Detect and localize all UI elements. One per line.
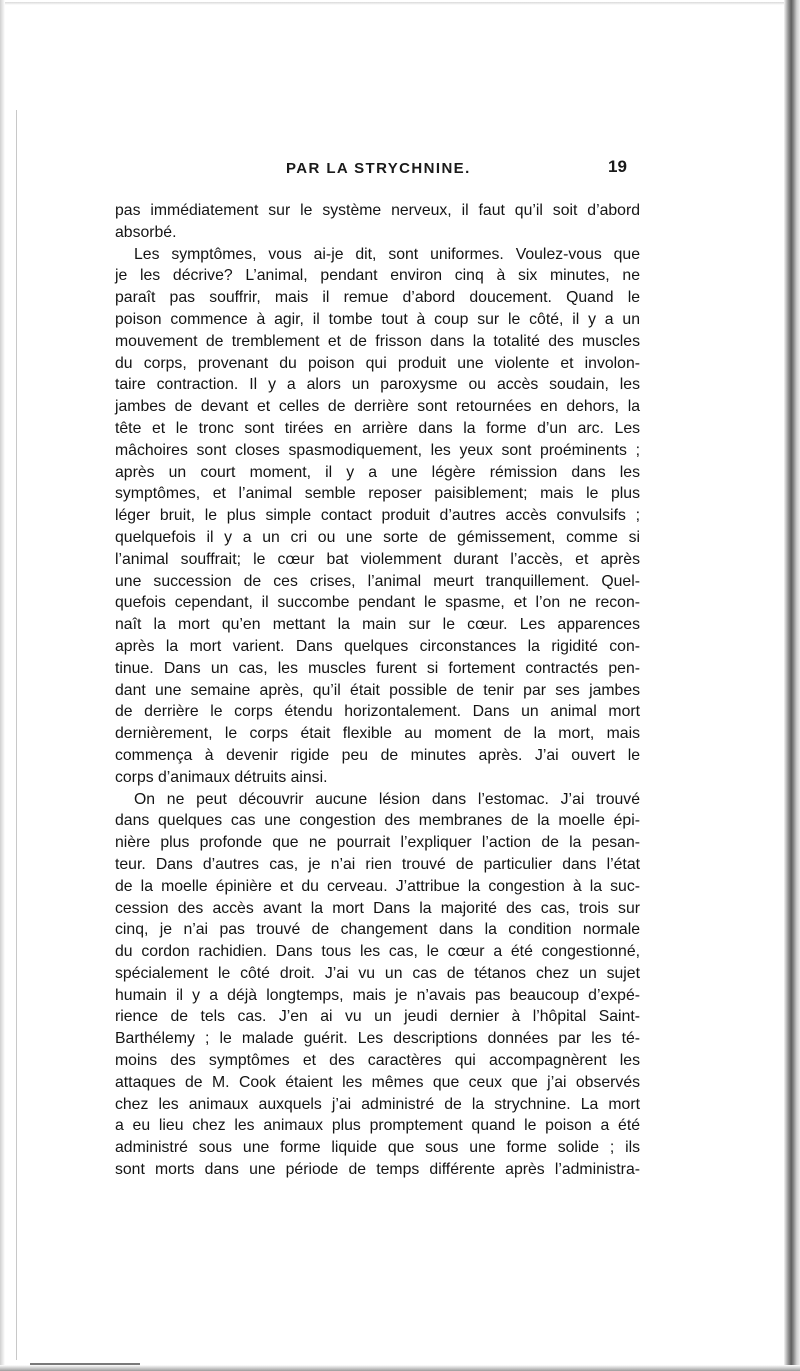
text-line: jambes de devant et celles de derrière sont retournées en dehors, la: [115, 398, 640, 416]
text-line: Barthélemy ; le malade guérit. Les descriptions données par les té-: [115, 1030, 640, 1048]
left-edge-shadow: [0, 0, 5, 1371]
text-line: tinue. Dans un cas, les muscles furent si fortement contractés pen-: [115, 659, 640, 677]
text-line: mouvement de tremblement et de frisson dans la totalité des muscles: [115, 332, 640, 350]
text-line: naît la mort qu’en mettant la main sur le cœur. Les apparences: [115, 616, 640, 634]
text-line: chez les animaux auxquels j’ai administré de la strychnine. La mort: [115, 1095, 640, 1113]
text-line: cinq, je n’ai pas trouvé de changement dans la condition normale: [115, 921, 640, 939]
page-binding-edge: [784, 0, 800, 1371]
text-line: attaques de M. Cook étaient les mêmes que ceux que j’ai observés: [115, 1073, 640, 1091]
text-line: quefois cependant, il succombe pendant le spasme, et l’on ne recon-: [115, 594, 640, 612]
text-line: mâchoires sont closes spasmodiquement, les yeux sont proéminents ;: [115, 441, 640, 459]
text-line: teur. Dans d’autres cas, je n’ai rien trouvé de particulier dans l’état: [115, 855, 640, 873]
text-line: du corps, provenant du poison qui produit une violente et involon-: [115, 354, 640, 372]
text-line: léger bruit, le plus simple contact produit d’autres accès convulsifs ;: [115, 507, 640, 525]
text-line: spécialement le côté droit. J’ai vu un cas de tétanos chez un sujet: [115, 964, 640, 982]
text-line: quelquefois il y a un cri ou une sorte de gémissement, comme si: [115, 528, 640, 546]
text-line: commença à devenir rigide peu de minutes après. J’ai ouvert le: [115, 746, 640, 764]
text-line: symptômes, et l’animal semble reposer paisiblement; mais le plus: [115, 485, 640, 503]
text-line: poison commence à agir, il tombe tout à coup sur le côté, il y a un: [115, 310, 640, 328]
text-line: une succession de ces crises, l’animal meurt tranquillement. Quel-: [115, 572, 640, 590]
text-line: après la mort varient. Dans quelques circonstances la rigidité con-: [115, 637, 640, 655]
text-line: de derrière le corps étendu horizontalement. Dans un animal mort: [115, 703, 640, 721]
text-line: moins des symptômes et des caractères qui accompagnèrent les: [115, 1052, 640, 1070]
text-line: humain il y a déjà longtemps, mais je n’avais pas beaucoup d’expé-: [115, 986, 640, 1004]
text-line: On ne peut découvrir aucune lésion dans l’estomac. J’ai trouvé: [134, 790, 640, 808]
text-line: dans quelques cas une congestion des membranes de la moelle épi-: [115, 812, 640, 830]
top-edge-shadow: [0, 2, 800, 5]
text-line: paraît pas souffrir, mais il remue d’abord doucement. Quand le: [115, 289, 640, 307]
text-line: rience de tels cas. J’en ai vu un jeudi dernier à l’hôpital Saint-: [115, 1008, 640, 1026]
text-line: Les symptômes, vous ai-je dit, sont uniformes. Voulez-vous que: [134, 245, 640, 263]
text-line: cession des accès avant la mort Dans la majorité des cas, trois sur: [115, 899, 640, 917]
text-line: dant une semaine après, qu’il était possible de tenir par ses jambes: [115, 681, 640, 699]
running-head: PAR LA STRYCHNINE.: [286, 160, 471, 177]
text-line: corps d’animaux détruits ainsi.: [115, 768, 328, 786]
text-line: administré sous une forme liquide que sous une forme solide ; ils: [115, 1139, 640, 1157]
text-line: l’animal souffrait; le cœur bat violemment durant l’accès, et après: [115, 550, 640, 568]
page-number: 19: [608, 157, 627, 176]
text-line: dernièrement, le corps était flexible au moment de la mort, mais: [115, 725, 640, 743]
text-line: absorbé.: [115, 223, 177, 241]
text-line: taire contraction. Il y a alors un paroxysme ou accès soudain, les: [115, 376, 640, 394]
text-line: tête et le tronc sont tirées en arrière dans la forme d’un arc. Les: [115, 419, 640, 437]
text-line: de la moelle épinière et du cerveau. J’attribue la congestion à la suc-: [115, 877, 640, 895]
left-margin-line: [16, 110, 17, 1360]
text-line: après un court moment, il y a une légère rémission dans les: [115, 463, 640, 481]
body-text: [115, 200, 640, 1181]
text-line: sont morts dans une période de temps différente après l’administra-: [115, 1161, 640, 1179]
bottom-edge-shadow: [0, 1365, 800, 1371]
text-line: nière plus profonde que ne pourrait l’expliquer l’action de la pesan-: [115, 834, 640, 852]
text-line: a eu lieu chez les animaux plus promptement quand le poison a été: [115, 1117, 640, 1135]
text-line: pas immédiatement sur le système nerveux, il faut qu’il soit d’abord: [115, 202, 640, 219]
text-line: je les décrive? L’animal, pendant environ cinq à six minutes, ne: [115, 267, 640, 285]
text-line: du cordon rachidien. Dans tous les cas, le cœur a été congestionné,: [115, 943, 640, 961]
